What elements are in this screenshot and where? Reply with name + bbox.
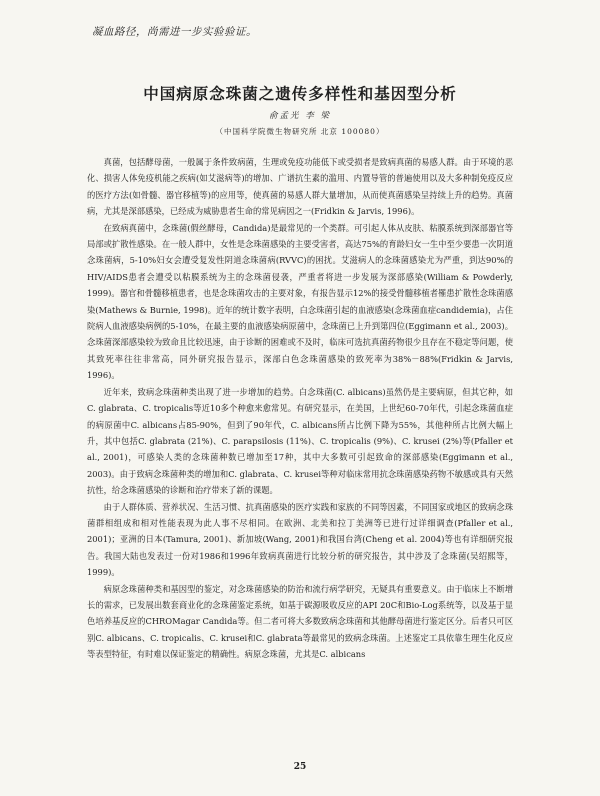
article-authors: 俞孟光 李 梁 — [269, 111, 331, 121]
article-affiliation: （中国科学院微生物研究所 北京 100080） — [215, 127, 385, 136]
body-paragraph: 病原念珠菌种类和基因型的鉴定，对念珠菌感染的防治和流行病学研究，无疑具有重要意义。由于临床上不断增长的需求，已发展出数套商业化的念珠菌鉴定系统，如基于碳源吸收反应的API 20C和Bio-Log系统等，以及基于显色培养基反应的CHROMagar Candida等。但二者可将大多数致病念珠菌和其他酵母菌进行鉴定区分。后者只可区别C. albicans、C. tropicalis、C. krusei和C. glabrata等最常见的致病念珠菌。上述鉴定工具依靠生理生化反应等表型特征，有时难以保证鉴定的精确性。病原念珠菌，尤其是C. albicans — [87, 583, 513, 660]
article-body — [87, 154, 513, 663]
body-paragraph: 在致病真菌中，念珠菌(假丝酵母，Candida)是最常见的一个类群。可引起人体从皮肤、粘膜系统到深部器官等局部或扩散性感染。在一般人群中，女性是念珠菌感染的主要受害者，高达75%的育龄妇女一生中至少要患一次阴道念珠菌病，5-10%妇女会遭受复发性阴道念珠菌病(RVVC)的困扰。艾滋病人的念珠菌感染尤为严重，到达90%的HIV/AIDS患者会遭受以粘膜系统为主的念珠菌侵袭，严重者将进一步发展为深部感染(William & Powderly, 1999)。器官和骨髓移植患者，也是念珠菌攻击的主要对象，有报告显示12%的接受骨髓移植者罹患扩散性念珠菌感染(Mathews & Burnie, 1998)。近年的统计数字表明，白念珠菌引起的血液感染(念珠菌血症candidemia)，占住院病人血液感染病例的5-10%，在最主要的血液感染病原菌中，念珠菌已上升到第四位(Eggimann et al., 2003)。念珠菌深部感染较为致命且比较迅速，由于诊断的困难或不及时，临床可选抗真菌药物很少且存在不稳定等问题，使其致死率往往非常高，同外研究报告显示，深部白色念珠菌感染的致死率为38%－88%(Fridkin & Jarvis, 1996)。 — [87, 222, 513, 381]
article-title: 中国病原念珠菌之遗传多样性和基因型分析 — [143, 84, 457, 103]
body-paragraph: 由于人群体质、营养状况、生活习惯、抗真菌感染的医疗实践和家族的不同等因素，不同国家或地区的致病念珠菌群相组成和相对性能表现为此人事不尽相同。在欧洲、北美和拉丁美洲等已进行过详细调查(Pfaller et al., 2001)；亚洲的日本(Tamura, 2001)、新加坡(Wang, 2001)和我国台湾(Cheng et al. 2004)等也有详细研究报告。我国大陆也发表过一份对1986和1996年致病真菌进行比较分析的研究报告，其中涉及了念珠菌(吴绍熙等，1999)。 — [87, 501, 513, 578]
page-number: 25 — [293, 762, 307, 772]
body-paragraph: 真菌，包括酵母菌，一般属于条件致病菌，生理或免疫功能低下或受损者是致病真菌的易感人群。由于环境的恶化、损害人体免疫机能之疾病(如艾滋病等)的增加、广谱抗生素的滥用、内置导管的普遍使用以及大多种制免疫反应的医疗方法(如骨髓、器官移植等)的应用等，使真菌的易感人群大量增加，从而使真菌感染呈持续上升的趋势。真菌病，尤其是深部感染，已经成为威胁患者生命的常见病因之一(Fridkin & Jarvis, 1996)。 — [87, 157, 513, 217]
body-paragraph: 近年来，致病念珠菌种类出现了进一步增加的趋势。白念珠菌(C. albicans)虽然仍是主要病原，但其它种，如C. glabrata、C. tropicalis等近10多个种愈来愈常见。有研究显示，在美国，上世纪60-70年代，引起念珠菌血症的病原菌中C. albicans占85-90%，但到了90年代，C. albicans所占比例下降为55%，其他种所占比例大幅上升，其中包括C. glabrata (21%)、C. parapsilosis (11%)、C. tropicalis (9%)、C. krusei (2%)等(Pfaller et al., 2001)，可感染人类的念珠菌种数已增加至17种，其中大多数可引起致命的深部感染(Eggimann et al., 2003)。由于致病念珠菌种类的增加和C. glabrata、C. krusei等种对临床常用抗念珠菌感染药物不敏感或具有天然抗性，给念珠菌感染的诊断和治疗带来了新的课题。 — [87, 386, 513, 496]
header-note: 凝血路径，尚需进一步实验验证。 — [92, 26, 257, 38]
